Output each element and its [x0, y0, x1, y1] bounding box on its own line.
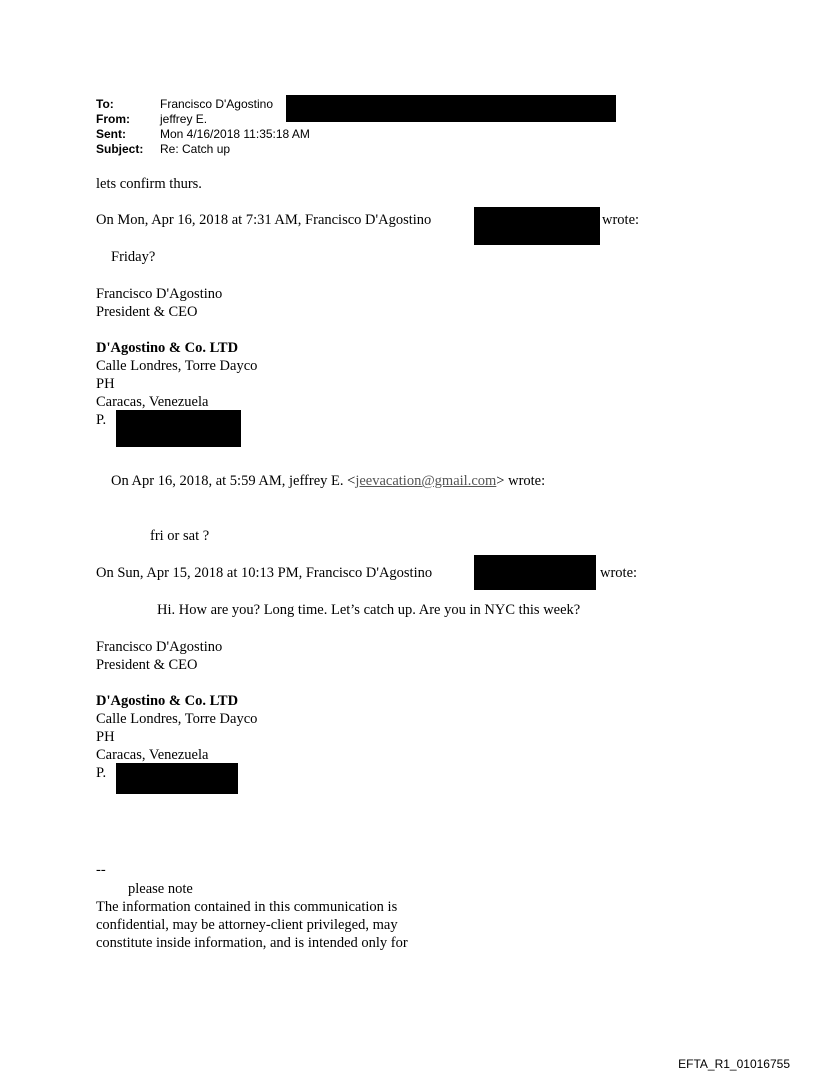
- from-value: jeffrey E.: [160, 112, 208, 126]
- quote1-wrote: wrote:: [602, 212, 640, 228]
- disclaimer-line-2: confidential, may be attorney-client privileged, may: [96, 917, 398, 933]
- quote2-body: fri or sat ?: [150, 528, 210, 544]
- header-to-row: [96, 97, 310, 112]
- quote3-wrote: wrote:: [600, 565, 638, 581]
- disclaimer: [96, 898, 408, 952]
- sig1-addr3: Caracas, Venezuela: [96, 394, 209, 410]
- quote1-body: Friday?: [111, 249, 156, 265]
- to-value: Francisco D'Agostino: [160, 97, 274, 111]
- header-from-row: [96, 112, 310, 127]
- redaction-box-email2: [474, 555, 596, 590]
- sig1-addr1: Calle Londres, Torre Dayco: [96, 358, 258, 374]
- sig2-company: D'Agostino & Co. LTD: [96, 693, 239, 709]
- from-label: From:: [96, 112, 130, 126]
- signature-block-1: [96, 285, 257, 429]
- header-subject-row: [96, 142, 310, 157]
- header-sent-row: [96, 127, 310, 142]
- sent-label: Sent:: [96, 127, 126, 141]
- reply-text: lets confirm thurs.: [96, 176, 202, 192]
- quote2-email-link[interactable]: jeevacation@gmail.com: [355, 473, 497, 489]
- sig2-addr1: Calle Londres, Torre Dayco: [96, 711, 258, 727]
- sig2-phone-prefix: P.: [96, 765, 107, 781]
- sig1-name: Francisco D'Agostino: [96, 286, 223, 302]
- redaction-box-phone1: [116, 410, 241, 447]
- sig2-title: President & CEO: [96, 657, 198, 673]
- quote1-intro: On Mon, Apr 16, 2018 at 7:31 AM, Francisco D'Agostino: [96, 212, 432, 228]
- sig2-addr3: Caracas, Venezuela: [96, 747, 209, 763]
- redaction-box-email1: [474, 207, 600, 245]
- subject-label: Subject:: [96, 142, 144, 156]
- document-id: EFTA_R1_01016755: [678, 1057, 790, 1071]
- quote2-line: [111, 472, 545, 490]
- note-heading: please note: [128, 881, 193, 897]
- sig1-company: D'Agostino & Co. LTD: [96, 340, 239, 356]
- disclaimer-line-3: constitute inside information, and is intended only for: [96, 935, 408, 951]
- signature-block-2: [96, 638, 257, 782]
- email-header: [96, 97, 310, 157]
- to-label: To:: [96, 97, 114, 111]
- quote2-wrote: > wrote:: [496, 473, 546, 489]
- redaction-box-phone2: [116, 763, 238, 794]
- subject-value: Re: Catch up: [160, 142, 231, 156]
- quote3-body: Hi. How are you? Long time. Let’s catch up. Are you in NYC this week?: [157, 602, 581, 618]
- redaction-box-to: [286, 95, 616, 122]
- sig1-phone-prefix: P.: [96, 412, 107, 428]
- sig2-addr2: PH: [96, 729, 115, 745]
- sig1-title: President & CEO: [96, 304, 198, 320]
- sig1-addr2: PH: [96, 376, 115, 392]
- sig2-name: Francisco D'Agostino: [96, 639, 223, 655]
- signature-dashes: --: [96, 862, 106, 878]
- sent-value: Mon 4/16/2018 11:35:18 AM: [160, 127, 310, 141]
- quote2-intro: On Apr 16, 2018, at 5:59 AM, jeffrey E. <: [111, 473, 356, 489]
- quote3-intro: On Sun, Apr 15, 2018 at 10:13 PM, Francisco D'Agostino: [96, 565, 433, 581]
- disclaimer-line-1: The information contained in this communication is: [96, 899, 398, 915]
